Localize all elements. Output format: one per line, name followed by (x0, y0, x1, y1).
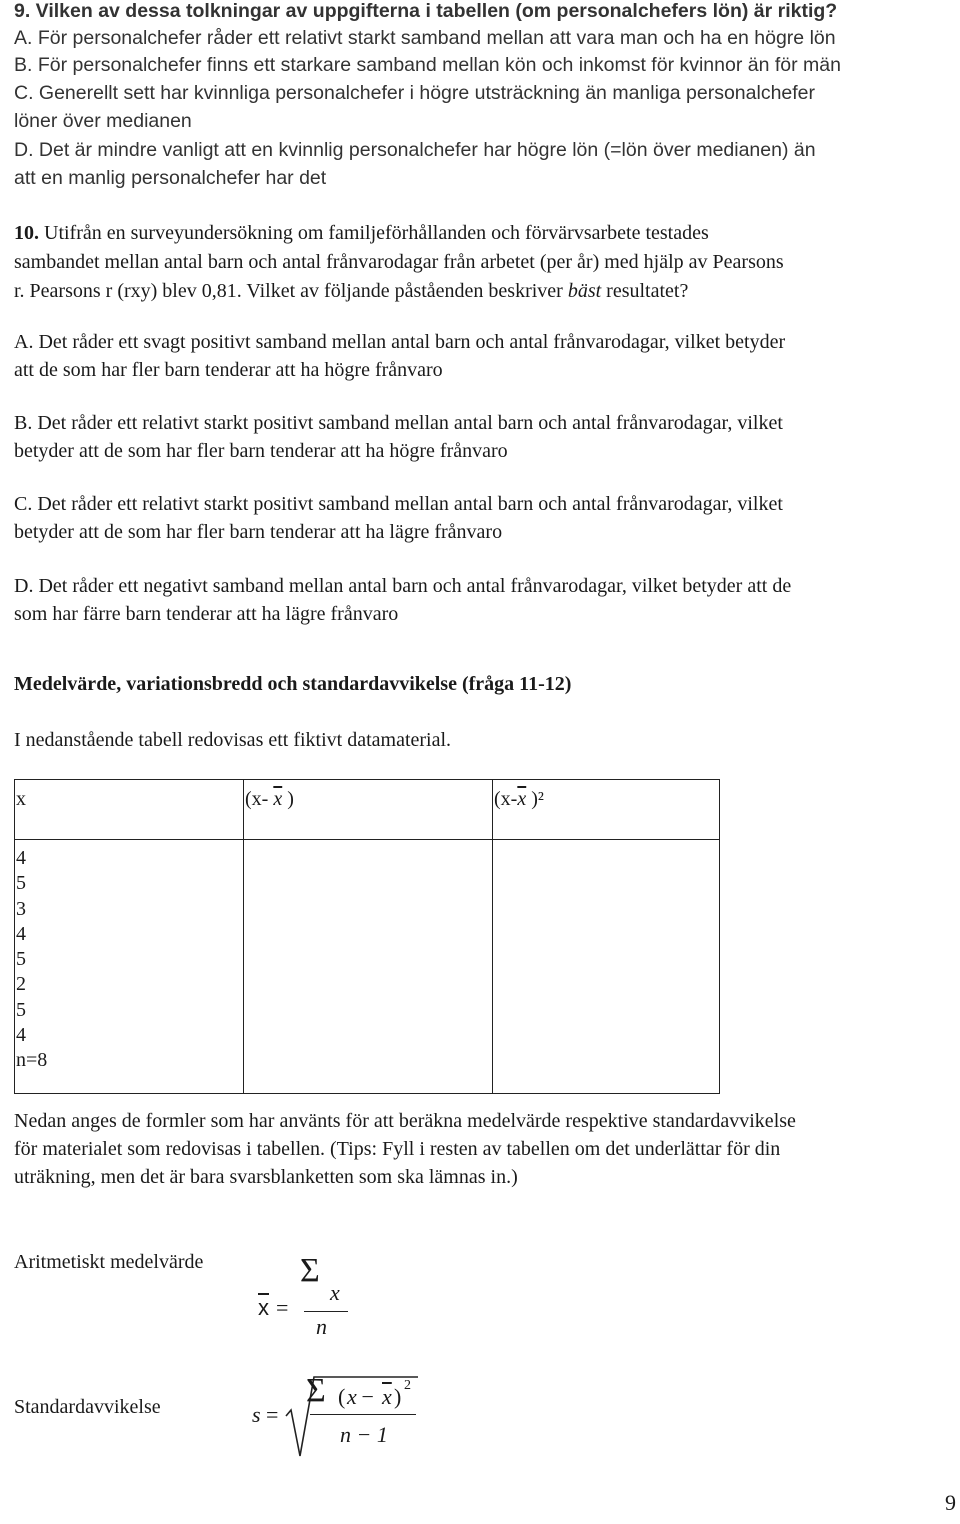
q10-q3-pre: r. Pearsons r (rxy) blev 0,81. Vilket av följande påståenden beskriver (14, 280, 568, 302)
table-body-row (15, 840, 720, 1094)
q10-q3-post: resultatet? (601, 280, 689, 302)
mean-label: Aritmetiskt medelvärde (14, 1251, 204, 1273)
q10-question-text: Utifrån en surveyundersökning om familjeförhållanden och förvärvsarbete testades (39, 222, 709, 244)
deviation-cell[interactable] (244, 840, 493, 1094)
q9-option-a: A. För personalchefer råder ett relativt starkt samband mellan att vara man och ha en högre lön (14, 27, 836, 49)
header-dev-xbar: $\overline{x}$ (273, 788, 283, 810)
q9-option-d-line1: D. Det är mindre vanligt att en kvinnlig personalchefer har högre lön (=lön över medianen) än (14, 139, 816, 161)
squared-deviation-cell[interactable] (493, 840, 720, 1094)
sd-lhs: s (252, 1402, 261, 1427)
sd-fraction-bar (310, 1414, 416, 1415)
sd-num-minus: − (356, 1384, 380, 1409)
q10-option-a-line1: A. Det råder ett svagt positivt samband mellan antal barn och antal frånvarodagar, vilket betyder (14, 331, 786, 353)
q10-number: 10. (14, 222, 39, 244)
q10-q3-emphasis: bäst (567, 280, 602, 302)
q10-option-c-line1: C. Det råder ett relativt starkt positivt samband mellan antal barn och antal frånvarodagar, vilket (14, 493, 783, 515)
sd-equals: = (266, 1402, 279, 1427)
header-sq-xbar: $\overline{x}$ (517, 788, 527, 810)
q10-option-d-line2: som har färre barn tenderar att ha lägre frånvaro (14, 603, 399, 625)
q10-question-line3 (14, 280, 688, 303)
x-value: 4 (16, 1024, 26, 1047)
x-value: 3 (16, 897, 26, 920)
header-sq-pre: (x- (494, 788, 518, 810)
q10-option-b-line1: B. Det råder ett relativt starkt positivt samband mellan antal barn och antal frånvarodagar, vilket (14, 412, 783, 434)
q9-option-d-line2: att en manlig personalchefer har det (14, 167, 327, 189)
q10-option-d-line1: D. Det råder ett negativt samband mellan antal barn och antal frånvarodagar, vilket betyder att de (14, 575, 792, 597)
formula-intro-line3: uträkning, men det är bara svarsblanketten som ska lämnas in.) (14, 1166, 518, 1188)
q10-question-line2: sambandet mellan antal barn och antal frånvarodagar från arbetet (per år) med hjälp av Pearsons (14, 251, 784, 273)
sd-num-x: x (347, 1384, 357, 1409)
section-heading: Medelvärde, variationsbredd och standardavvikelse (fråga 11-12) (14, 673, 572, 695)
x-value: 4 (16, 922, 26, 945)
x-value: n=8 (16, 1049, 48, 1072)
q10-option-b-line2: betyder att de som har fler barn tenderar att ha högre frånvaro (14, 440, 508, 462)
header-dev-pre: (x- (245, 788, 274, 810)
table-header-x (15, 780, 244, 840)
x-value: 2 (16, 973, 26, 996)
table-header-squared (493, 780, 720, 840)
formula-intro-line1: Nedan anges de formler som har använts för att beräkna medelvärde respektive standardavvikelse (14, 1110, 796, 1132)
page-number: 9 (945, 1490, 956, 1515)
q10-option-c-line2: betyder att de som har fler barn tenderar att ha lägre frånvaro (14, 521, 503, 543)
mean-fraction-bar (304, 1311, 348, 1312)
q9-option-c-line2: löner över medianen (14, 110, 192, 132)
q9-option-c-line1: C. Generellt sett har kvinnliga personalchefer i högre utsträckning än manliga personalchefer (14, 82, 816, 104)
sd-exponent: 2 (404, 1378, 411, 1393)
x-value: 5 (16, 998, 26, 1021)
sd-paren-open: ( (338, 1384, 346, 1409)
q9-option-b: B. För personalchefer finns ett starkare samband mellan kön och inkomst för kvinnor än för män (14, 54, 841, 76)
sd-num-xbar: $\overline{x}$ (382, 1384, 392, 1409)
table-header-deviation (244, 780, 493, 840)
mean-sigma-icon: Σ (300, 1252, 320, 1289)
formula-intro-line2: för materialet som redovisas i tabellen. (Tips: Fyll i resten av tabellen om det underlättar för din (14, 1138, 781, 1160)
header-dev-post: ) (282, 788, 294, 810)
sd-paren-close: ) (394, 1384, 402, 1409)
section-intro: I nedanstående tabell redovisas ett fiktivt datamaterial. (14, 729, 452, 751)
x-value: 5 (16, 872, 26, 895)
x-value: 5 (16, 948, 26, 971)
header-x-label: x (16, 788, 26, 810)
q10-option-a-line2: att de som har fler barn tenderar att ha högre frånvaro (14, 359, 443, 381)
mean-numerator: x (330, 1280, 340, 1305)
mean-equals: = (276, 1295, 289, 1320)
x-value: 4 (16, 847, 26, 869)
sd-sigma-icon: Σ (306, 1372, 326, 1409)
sd-denominator: n − 1 (340, 1422, 388, 1447)
sd-label: Standardavvikelse (14, 1396, 161, 1418)
data-table (14, 779, 720, 1094)
mean-denominator: n (316, 1314, 327, 1339)
x-values-cell (15, 840, 244, 1094)
table-header-row (15, 780, 720, 840)
q9-question: 9. Vilken av dessa tolkningar av uppgifterna i tabellen (om personalchefers lön) är riktig? (14, 0, 838, 22)
header-sq-post: )² (526, 788, 544, 810)
q10-question-line1 (14, 222, 709, 245)
mean-lhs-xbar: $\overline{x}$ (258, 1295, 269, 1320)
